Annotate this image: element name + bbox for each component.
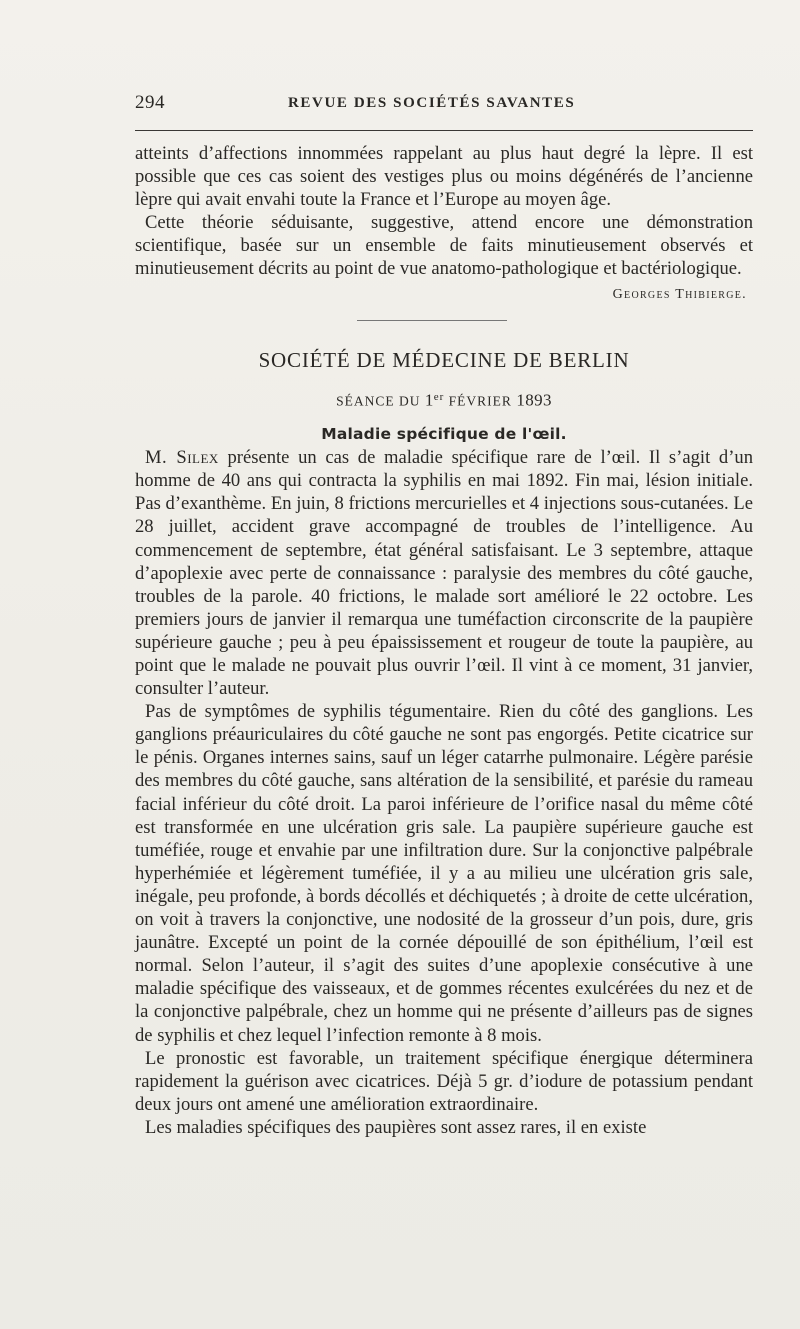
page-body xyxy=(135,142,753,1139)
session-year: 1893 xyxy=(516,390,552,410)
header-rule xyxy=(135,130,753,131)
session-month: FÉVRIER xyxy=(444,393,517,409)
session-prefix: SÉANCE DU xyxy=(336,393,425,409)
paragraph xyxy=(135,446,753,700)
running-title: REVUE DES SOCIÉTÉS SAVANTES xyxy=(288,95,576,111)
section-title: SOCIÉTÉ DE MÉDECINE DE BERLIN xyxy=(258,347,630,372)
page-header xyxy=(135,88,753,118)
paragraph: Le pronostic est favorable, un traitement spécifique énergique déterminera rapidement la guérison avec cicatrices. Déjà 5 gr. d’iodure de potassium pendant deux jours ont amené une amélioration extraordinaire. xyxy=(135,1047,753,1115)
session-date xyxy=(135,385,753,414)
session-day: 1 xyxy=(424,390,434,410)
paragraph-text: présente un cas de maladie spécifique rare de l’œil. Il s’agit d’un homme de 40 ans qui contracta la syphilis en mai 1892. Fin mai, lésion initiale. Pas d’exanthème. En juin, 8 frictions mercurielles et 4 injections sous-cutanées. Le 28 juillet, accident grave accompagné de troubles de l’intelligence. Au commencement de septembre, état général satisfaisant. Le 3 septembre, attaque d’apoplexie avec perte de connaissance : paralysie des membres du côté gauche, troubles de la parole. 40 frictions, le malade sort amélioré le 22 octobre. Les premiers jours de janvier il remarqua une tuméfaction circonscrite de la paupière supérieure gauche ; peu à peu épaississement et rougeur de toute la paupière, au point que le malade ne pouvait plus ouvrir l’œil. Il vint à ce moment, 31 janvier, consulter l’auteur. xyxy=(135,447,753,700)
paragraph: Cette théorie séduisante, suggestive, attend encore une démonstration scientifique, basée sur un ensemble de faits minutieusement observés et minutieusement décrits au point de vue anatomo-pathologique et bactériologique. xyxy=(135,212,753,280)
author-signature: Georges Thibierge. xyxy=(612,286,747,302)
speaker-name: M. Silex xyxy=(145,447,219,469)
paragraph: Pas de symptômes de syphilis tégumentaire. Rien du côté des ganglions. Les ganglions préauriculaires du côté gauche ne sont pas engorgés. Petite cicatrice sur le pénis. Organes internes sains, sauf un léger catarrhe pulmonaire. Légère parésie des membres du côté gauche, sans altération de la sensibilité, et parésie du rameau facial inférieur du côté droit. La paroi inférieure de l’orifice nasal du même côté est transformée en une ulcération gris sale. La paupière supérieure gauche est tuméfiée, rouge et envahie par une infiltration dure. Sur la conjonctive palpébrale hyperhémiée et légèrement tuméfiée, il y a au milieu une ulcération gris sale, inégale, peu profonde, à bords décollés et déchiquetés ; à droite de cette ulcération, on voit à travers la conjonctive, une nodosité de la grosseur d’un pois, dure, gris jaunâtre. Excepté un point de la cornée dépouillé de son épithélium, l’œil est normal. Selon l’auteur, il s’agit des suites d’une apoplexie consécutive à une maladie spécifique des vaisseaux, et de gommes récentes exulcérées du nez et de la conjonctive palpébrale, chez un homme qui ne présente d’ailleurs pas de signes de syphilis et chez lequel l’infection remonte à 8 mois. xyxy=(135,701,753,1046)
session-day-sup: er xyxy=(433,390,445,403)
paragraph: Les maladies spécifiques des paupières sont assez rares, il en existe xyxy=(145,1116,647,1138)
section-separator xyxy=(357,320,507,321)
paragraph: atteints d’affections innommées rappelant au plus haut degré la lèpre. Il est possible que ces cas soient des vestiges plus ou moins dégénérés de l’ancienne lèpre qui avait envahi toute la France et l’Europe au moyen âge. xyxy=(135,143,753,211)
page-number: 294 xyxy=(135,92,165,113)
subject-title: Maladie spécifique de l'œil. xyxy=(321,425,567,444)
